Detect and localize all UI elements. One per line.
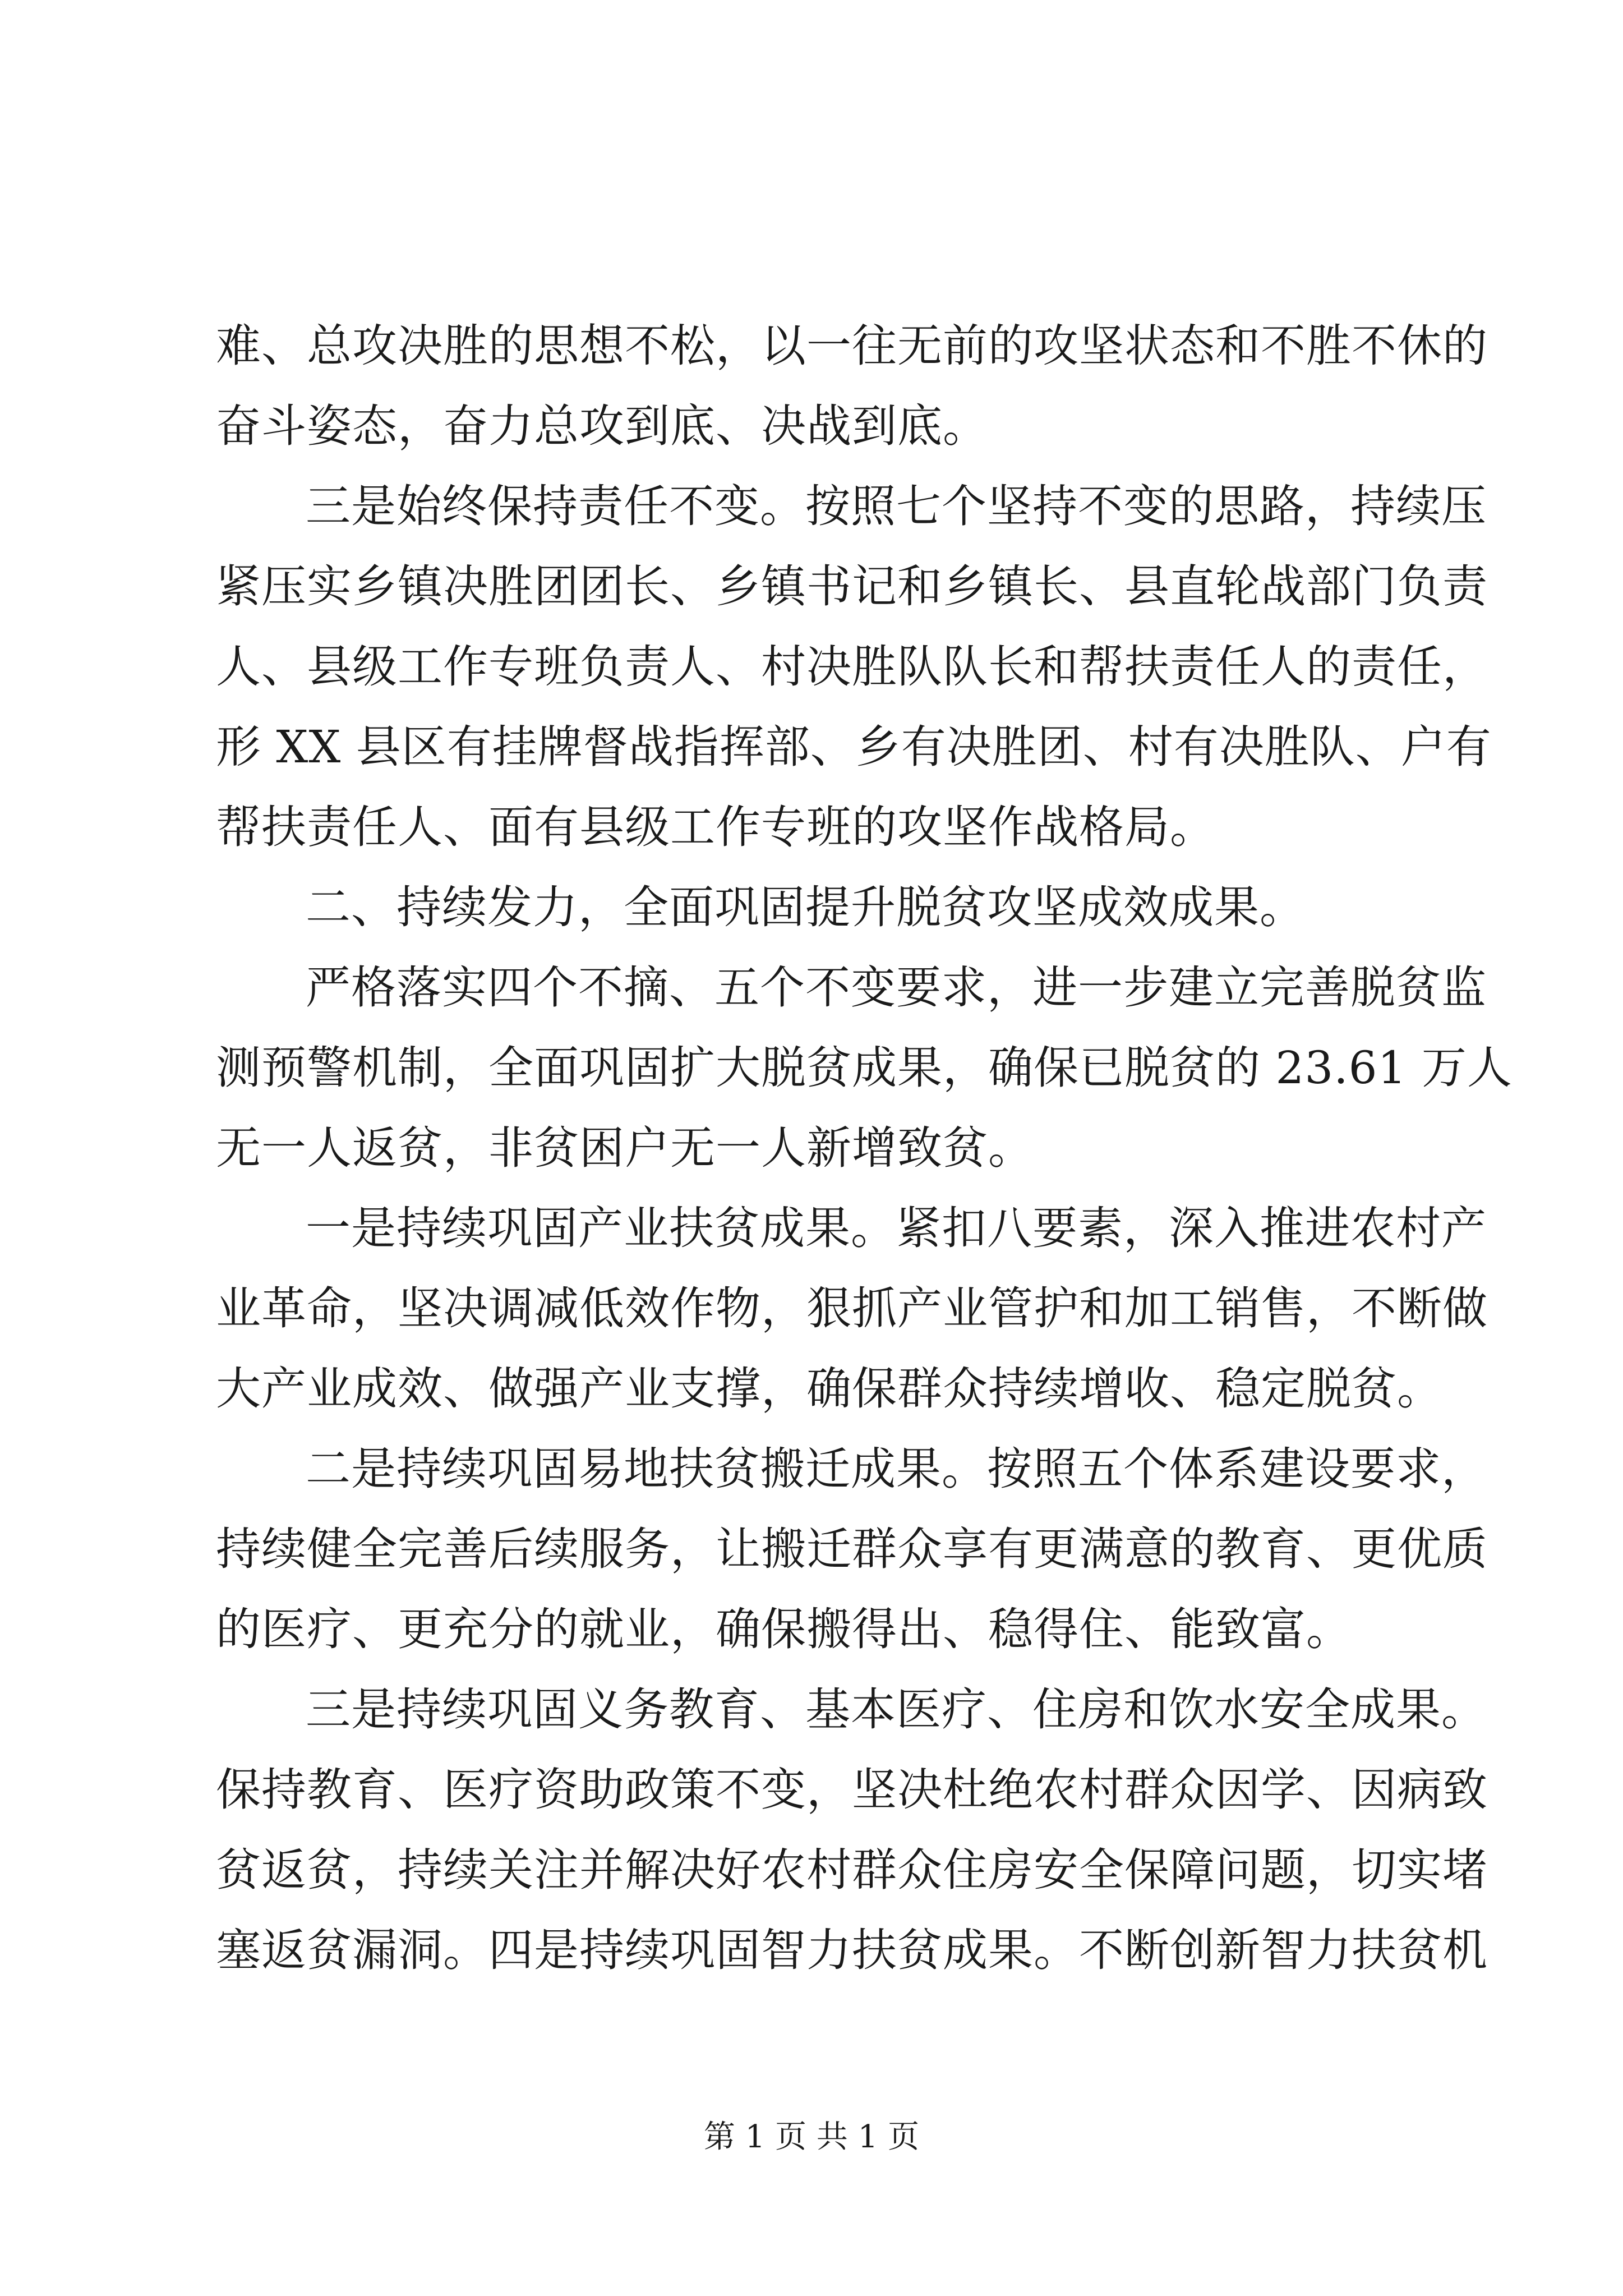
text-line: 形 XX 县区有挂牌督战指挥部、乡有决胜团、村有决胜队、户有 bbox=[216, 721, 1492, 773]
text-line: 测预警机制，全面巩固扩大脱贫成果，确保已脱贫的 23.61 万人 bbox=[216, 1042, 1513, 1094]
paragraph-start-line: 一是持续巩固产业扶贫成果。紧扣八要素，深入推进农村产 bbox=[306, 1202, 1487, 1254]
text-line: 帮扶责任人、面有县级工作专班的攻坚作战格局。 bbox=[216, 801, 1215, 853]
section-heading: 二、持续发力，全面巩固提升脱贫攻坚成效成果。 bbox=[306, 881, 1305, 933]
text-line: 紧压实乡镇决胜团团长、乡镇书记和乡镇长、县直轮战部门负责 bbox=[216, 560, 1488, 613]
text-line: 无一人返贫，非贫困户无一人新增致贫。 bbox=[216, 1122, 1034, 1174]
text-line: 人、县级工作专班负责人、村决胜队队长和帮扶责任人的责任， bbox=[216, 641, 1488, 693]
text-line: 奋斗姿态，奋力总攻到底、决战到底。 bbox=[216, 400, 988, 452]
text-line: 贫返贫，持续关注并解决好农村群众住房安全保障问题，切实堵 bbox=[216, 1844, 1488, 1896]
paragraph-start-line: 三是始终保持责任不变。按照七个坚持不变的思路，持续压 bbox=[306, 480, 1487, 532]
paragraph-start-line: 三是持续巩固义务教育、基本医疗、住房和饮水安全成果。 bbox=[306, 1683, 1487, 1736]
text-line: 的医疗、更充分的就业，确保搬得出、稳得住、能致富。 bbox=[216, 1603, 1352, 1655]
text-line: 大产业成效、做强产业支撑，确保群众持续增收、稳定脱贫。 bbox=[216, 1363, 1442, 1415]
page-number-footer: 第 1 页 共 1 页 bbox=[703, 2119, 920, 2155]
paragraph-start-line: 二是持续巩固易地扶贫搬迁成果。按照五个体系建设要求， bbox=[306, 1443, 1487, 1495]
document-body bbox=[216, 306, 1513, 1990]
text-line: 业革命，坚决调减低效作物，狠抓产业管护和加工销售，不断做 bbox=[216, 1282, 1488, 1335]
text-line: 持续健全完善后续服务，让搬迁群众享有更满意的教育、更优质 bbox=[216, 1523, 1488, 1575]
text-line: 难、总攻决胜的思想不松，以一往无前的攻坚状态和不胜不休的 bbox=[216, 320, 1488, 372]
text-line: 塞返贫漏洞。四是持续巩固智力扶贫成果。不断创新智力扶贫机 bbox=[216, 1924, 1488, 1976]
paragraph-start-line: 严格落实四个不摘、五个不变要求，进一步建立完善脱贫监 bbox=[306, 961, 1487, 1014]
text-line: 保持教育、医疗资助政策不变，坚决杜绝农村群众因学、因病致 bbox=[216, 1764, 1488, 1816]
